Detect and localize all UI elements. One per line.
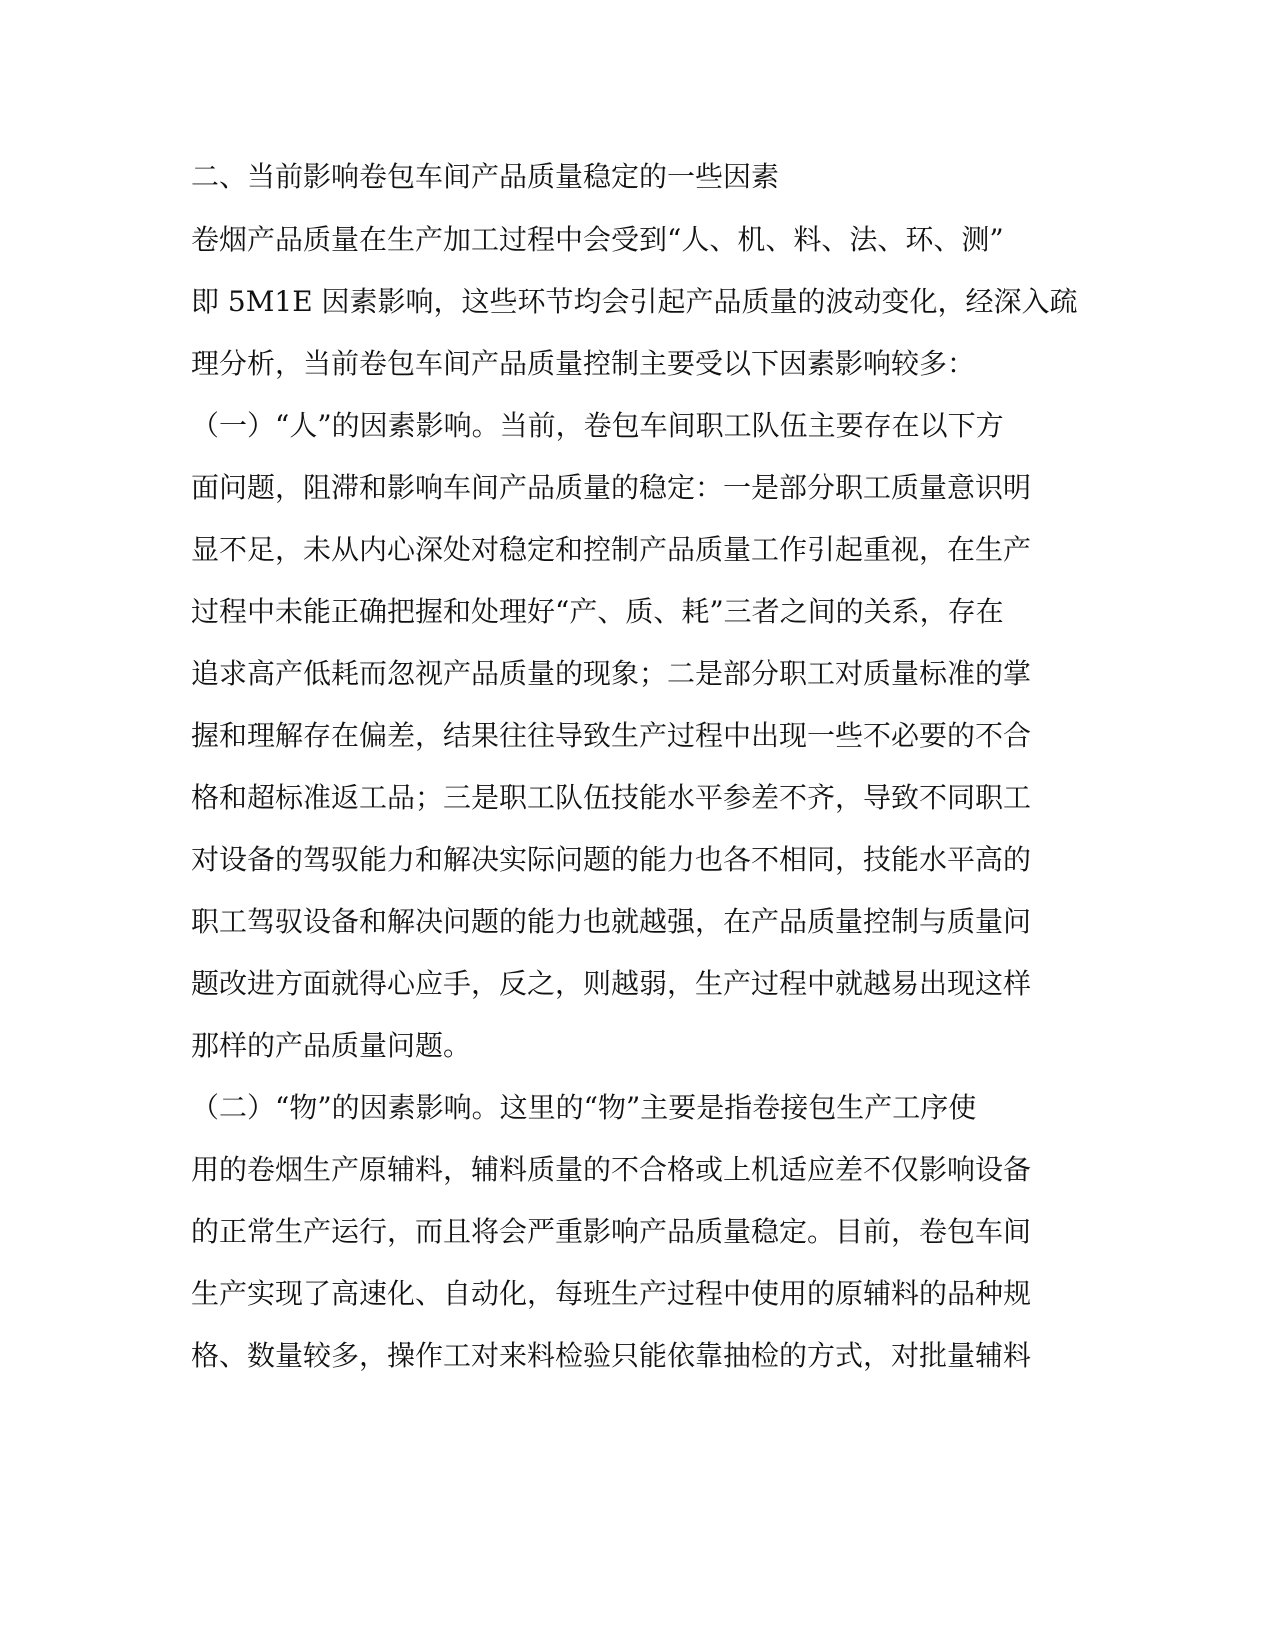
paragraph-2-line-7: 格和超标准返工品；三是职工队伍技能水平参差不齐，导致不同职工 bbox=[191, 781, 1032, 814]
paragraph-2-line-3: 显不足，未从内心深处对稳定和控制产品质量工作引起重视，在生产 bbox=[191, 533, 1032, 566]
paragraph-1-line-1: 卷烟产品质量在生产加工过程中会受到“人、机、料、法、环、测” bbox=[191, 223, 1004, 256]
paragraph-3-line-5: 格、数量较多，操作工对来料检验只能依靠抽检的方式，对批量辅料 bbox=[191, 1339, 1032, 1372]
paragraph-3-line-4: 生产实现了高速化、自动化，每班生产过程中使用的原辅料的品种规 bbox=[191, 1277, 1032, 1310]
paragraph-1-line-3: 理分析，当前卷包车间产品质量控制主要受以下因素影响较多： bbox=[191, 347, 976, 380]
paragraph-2-line-4: 过程中未能正确把握和处理好“产、质、耗”三者之间的关系，存在 bbox=[191, 595, 1004, 628]
paragraph-2-line-11: 那样的产品质量问题。 bbox=[191, 1029, 472, 1062]
paragraph-3-line-2: 用的卷烟生产原辅料，辅料质量的不合格或上机适应差不仅影响设备 bbox=[191, 1153, 1032, 1186]
paragraph-3-line-1: （二）“物”的因素影响。这里的“物”主要是指卷接包生产工序使 bbox=[191, 1091, 977, 1124]
paragraph-2-line-1: （一）“人”的因素影响。当前，卷包车间职工队伍主要存在以下方 bbox=[191, 409, 1004, 442]
paragraph-3-line-3: 的正常生产运行，而且将会严重影响产品质量稳定。目前，卷包车间 bbox=[191, 1215, 1032, 1248]
paragraph-2-line-9: 职工驾驭设备和解决问题的能力也就越强，在产品质量控制与质量问 bbox=[191, 905, 1032, 938]
paragraph-1-line-2: 即 5M1E 因素影响，这些环节均会引起产品质量的波动变化，经深入疏 bbox=[191, 285, 1078, 318]
paragraph-2-line-5: 追求高产低耗而忽视产品质量的现象；二是部分职工对质量标准的掌 bbox=[191, 657, 1032, 690]
section-heading: 二、当前影响卷包车间产品质量稳定的一些因素 bbox=[191, 160, 780, 193]
paragraph-2-line-6: 握和理解存在偏差，结果往往导致生产过程中出现一些不必要的不合 bbox=[191, 719, 1032, 752]
paragraph-2-line-10: 题改进方面就得心应手，反之，则越弱，生产过程中就越易出现这样 bbox=[191, 967, 1032, 1000]
paragraph-2-line-8: 对设备的驾驭能力和解决实际问题的能力也各不相同，技能水平高的 bbox=[191, 843, 1032, 876]
paragraph-2-line-2: 面问题，阻滞和影响车间产品质量的稳定：一是部分职工质量意识明 bbox=[191, 471, 1032, 504]
